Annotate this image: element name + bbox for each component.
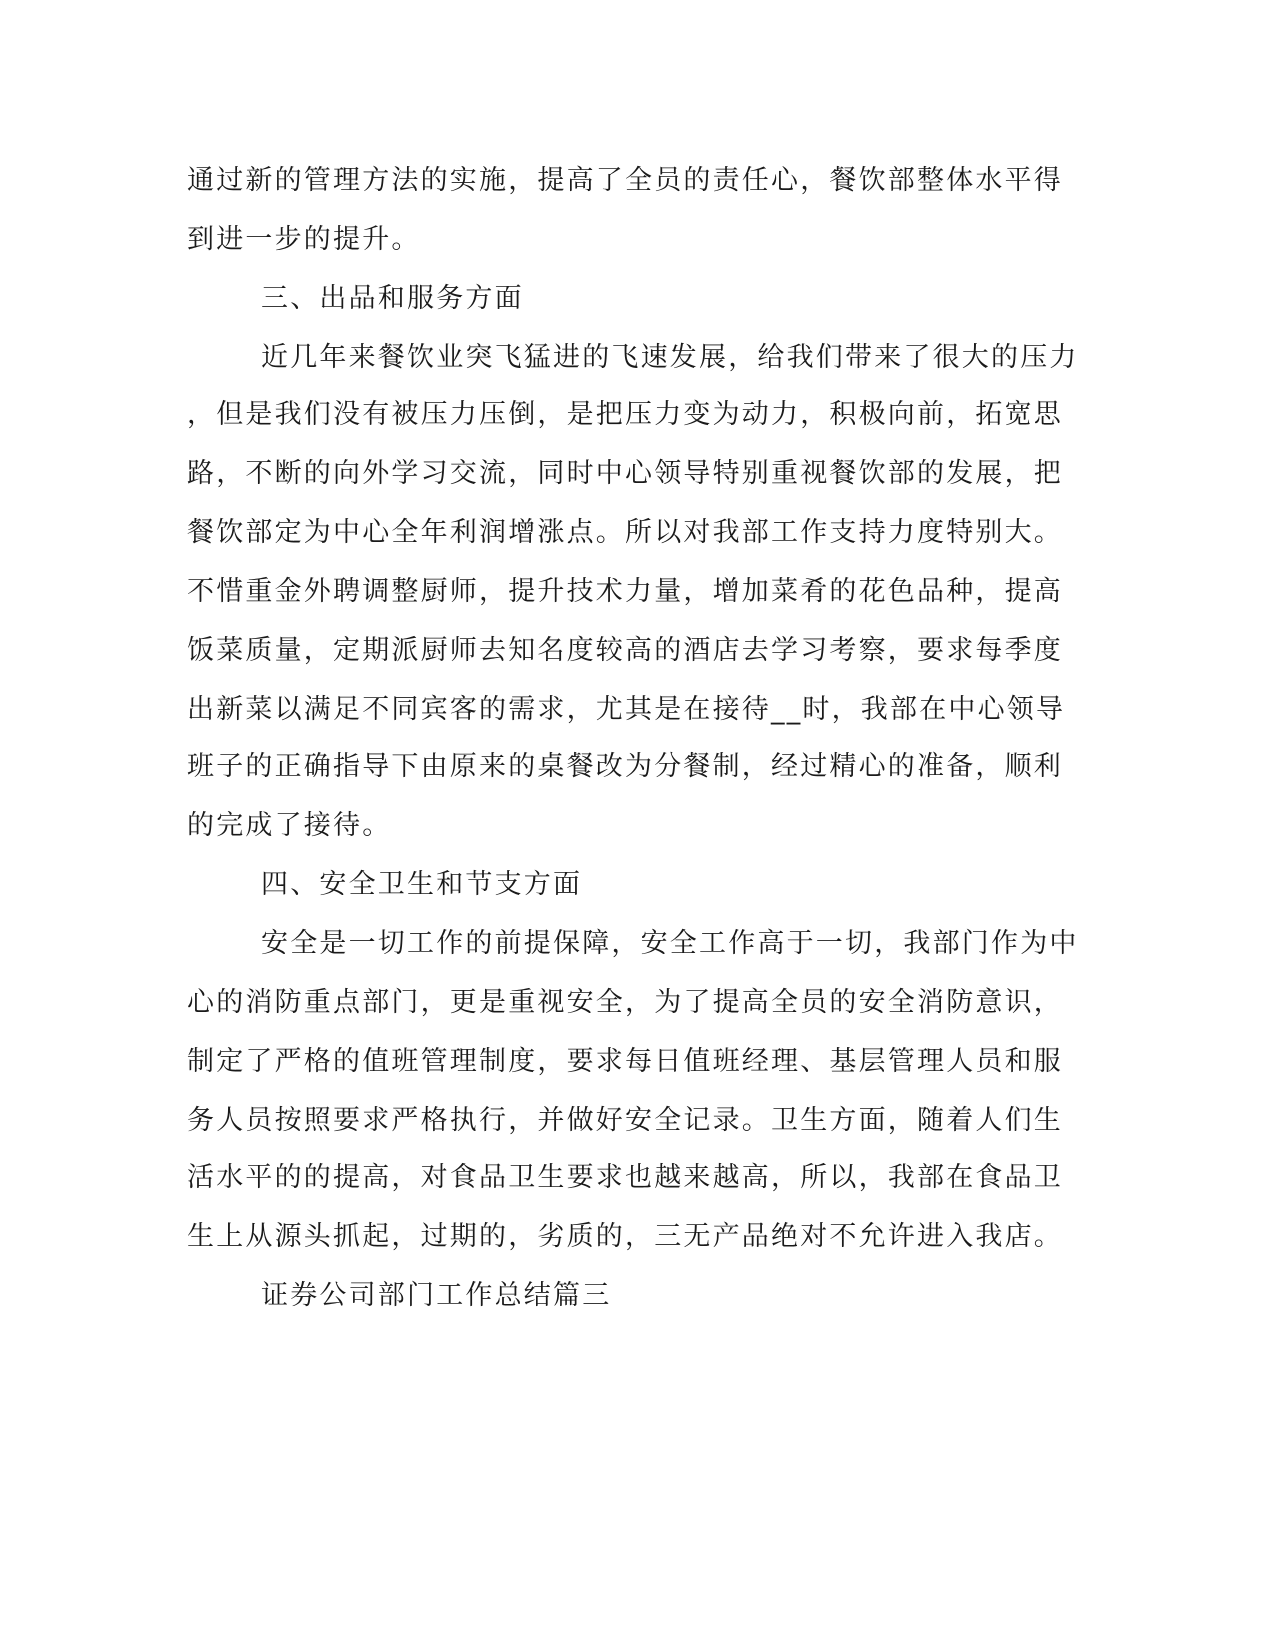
body-text-line: 路，不断的向外学习交流，同时中心领导特别重视餐饮部的发展，把 [187, 458, 1063, 489]
body-text-line: 活水平的的提高，对食品卫生要求也越来越高，所以，我部在食品卫 [187, 1162, 1063, 1193]
body-text-line: 安全是一切工作的前提保障，安全工作高于一切，我部门作为中 [261, 928, 1079, 959]
body-text-line: 饭菜质量，定期派厨师去知名度较高的酒店去学习考察，要求每季度 [187, 635, 1063, 666]
body-text-line: 班子的正确指导下由原来的桌餐改为分餐制，经过精心的准备，顺利 [187, 751, 1063, 782]
body-text-line: 出新菜以满足不同宾客的需求，尤其是在接待__时，我部在中心领导 [187, 694, 1066, 725]
section-heading: 证券公司部门工作总结篇三 [261, 1280, 612, 1311]
section-heading: 四、安全卫生和节支方面 [261, 869, 583, 900]
body-text-line: 的完成了接待。 [187, 810, 392, 841]
body-text-line: 制定了严格的值班管理制度，要求每日值班经理、基层管理人员和服 [187, 1046, 1063, 1077]
body-text-line: 到进一步的提升。 [187, 224, 421, 255]
body-text-line: 务人员按照要求严格执行，并做好安全记录。卫生方面，随着人们生 [187, 1105, 1063, 1136]
body-text-line: 通过新的管理方法的实施，提高了全员的责任心，餐饮部整体水平得 [187, 165, 1063, 196]
body-text-line: ，但是我们没有被压力压倒，是把压力变为动力，积极向前，拓宽思 [187, 399, 1063, 430]
section-heading: 三、出品和服务方面 [261, 283, 524, 314]
body-text-line: 不惜重金外聘调整厨师，提升技术力量，增加菜肴的花色品种，提高 [187, 576, 1063, 607]
body-text-line: 生上从源头抓起，过期的，劣质的，三无产品绝对不允许进入我店。 [187, 1221, 1063, 1252]
body-text-line: 餐饮部定为中心全年利润增涨点。所以对我部工作支持力度特别大。 [187, 517, 1063, 548]
body-text-line: 近几年来餐饮业突飞猛进的飞速发展，给我们带来了很大的压力 [261, 342, 1079, 373]
body-text-line: 心的消防重点部门，更是重视安全，为了提高全员的安全消防意识， [187, 987, 1063, 1018]
